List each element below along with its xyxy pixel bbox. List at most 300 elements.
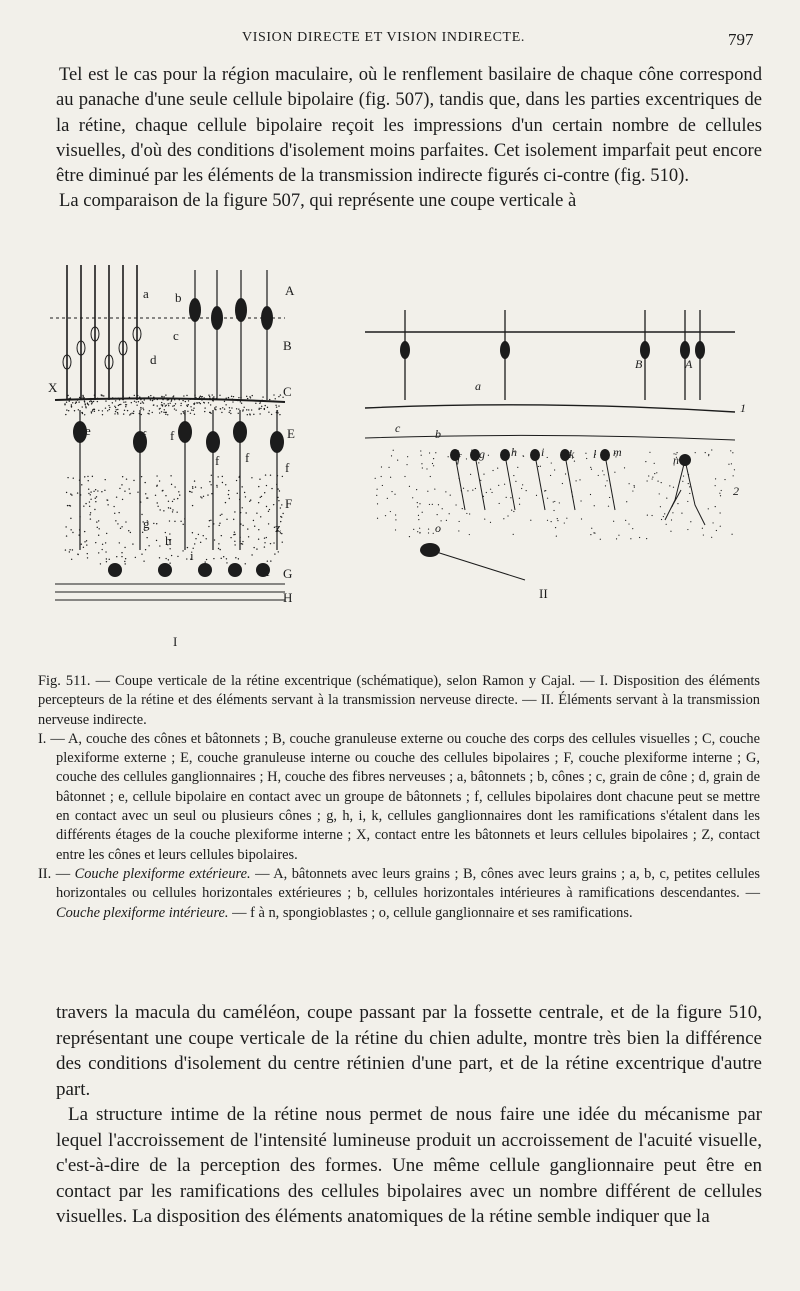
panel-II-stipple (385, 515, 386, 516)
panel-II-stipple (507, 515, 508, 516)
panel-II-stipple (553, 510, 554, 511)
stipple-dot (245, 512, 246, 513)
stipple-dot (177, 556, 178, 557)
panel-II-stipple (664, 513, 665, 514)
stipple-dot (165, 414, 166, 415)
panel-II-stipple (499, 503, 500, 504)
panel-I-drawing (48, 265, 295, 605)
stipple-dot (105, 542, 106, 543)
stipple-dot (275, 398, 276, 399)
stipple-dot (273, 542, 274, 543)
panel-II-stipple (513, 534, 514, 535)
caption-II-outer-layer: Couche plexiforme extérieure. (74, 865, 251, 882)
stipple-dot (116, 409, 117, 410)
stipple-dot (71, 406, 72, 407)
stipple-dot (192, 488, 193, 489)
stipple-dot (182, 550, 183, 551)
stipple-dot (102, 410, 103, 411)
stipple-dot (89, 506, 90, 507)
stipple-dot (281, 533, 282, 534)
panel-II-stipple (519, 498, 520, 499)
stipple-dot (122, 476, 123, 477)
stipple-dot (281, 504, 282, 505)
panel-II-stipple (670, 531, 671, 532)
stipple-dot (177, 498, 178, 499)
stipple-dot (253, 520, 254, 521)
stipple-dot (126, 478, 127, 479)
panel-II-stipple (466, 513, 467, 514)
stipple-dot (105, 400, 106, 401)
panel-II-stipple (432, 504, 433, 505)
stipple-dot (174, 521, 175, 522)
panel-II-stipple (395, 514, 396, 515)
stipple-dot (235, 557, 236, 558)
stipple-dot (102, 414, 103, 415)
panel-II-stipple (608, 506, 609, 507)
spongioblast-process (605, 455, 615, 510)
panel-II-stipple (510, 497, 511, 498)
stipple-dot (261, 406, 262, 407)
panel-II-stipple (426, 468, 427, 469)
stipple-dot (210, 520, 211, 521)
stipple-dot (225, 484, 226, 485)
stipple-dot (182, 524, 183, 525)
stipple-dot (153, 523, 154, 524)
panel-II-stipple (624, 467, 625, 468)
stipple-dot (225, 404, 226, 405)
stipple-dot (172, 396, 173, 397)
panel-II-stipple (540, 466, 541, 467)
panel-I-letter: h (165, 533, 172, 548)
stipple-dot (248, 409, 249, 410)
stipple-dot (278, 551, 279, 552)
panel-II-stipple (417, 502, 418, 503)
stipple-dot (180, 521, 181, 522)
stipple-dot (141, 414, 142, 415)
stipple-dot (215, 406, 216, 407)
panel-II-stipple (413, 529, 414, 530)
panel-II-stipple (419, 503, 420, 504)
stipple-dot (88, 493, 89, 494)
cone-body (211, 306, 223, 330)
panel-II-stipple (446, 520, 447, 521)
panel-I-letter: d (150, 352, 157, 367)
panel-II-stipple (688, 483, 689, 484)
stipple-dot (92, 476, 93, 477)
panel-II-stipple (720, 512, 721, 513)
stipple-dot (106, 499, 107, 500)
stipple-dot (143, 409, 144, 410)
panel-II-stipple (719, 493, 720, 494)
panel-II-stipple (731, 534, 732, 535)
panel-II-stipple (661, 519, 662, 520)
stipple-dot (129, 414, 130, 415)
panel-II-stipple (648, 475, 649, 476)
panel-II-stipple (455, 504, 456, 505)
panel-II-stipple (580, 500, 581, 501)
stipple-dot (119, 542, 120, 543)
stipple-dot (169, 562, 170, 563)
stipple-dot (86, 544, 87, 545)
panel-II-stipple (579, 479, 580, 480)
stipple-dot (226, 558, 227, 559)
stipple-dot (218, 548, 219, 549)
panel-II-stipple (419, 528, 420, 529)
spongioblast-process (535, 455, 545, 510)
panel-II-stipple (483, 473, 484, 474)
panel-II-stipple (497, 468, 498, 469)
panel-II-stipple (417, 506, 418, 507)
stipple-dot (66, 409, 67, 410)
panel-II-stipple (647, 480, 648, 481)
panel-II-stipple (536, 495, 537, 496)
panel-II-stipple (404, 476, 405, 477)
stipple-dot (204, 402, 205, 403)
panel-II-stipple (681, 513, 682, 514)
stipple-dot (167, 414, 168, 415)
panel-II-cell-body (400, 341, 410, 359)
stipple-dot (161, 402, 162, 403)
stipple-dot (247, 414, 248, 415)
panel-II-stipple (397, 459, 398, 460)
panel-I-letter: i (190, 548, 194, 563)
stipple-dot (228, 494, 229, 495)
panel-II-stipple (470, 474, 471, 475)
stipple-dot (101, 549, 102, 550)
stipple-dot (242, 541, 243, 542)
stipple-dot (87, 553, 88, 554)
stipple-dot (273, 504, 274, 505)
stipple-dot (214, 408, 215, 409)
stipple-dot (217, 476, 218, 477)
stipple-dot (209, 520, 210, 521)
panel-II-stipple (605, 485, 606, 486)
stipple-dot (120, 404, 121, 405)
stipple-dot (87, 476, 88, 477)
panel-II-stipple (377, 518, 378, 519)
stipple-dot (69, 400, 70, 401)
stipple-dot (69, 549, 70, 550)
stipple-dot (156, 475, 157, 476)
stipple-dot (131, 402, 132, 403)
panel-II-stipple (677, 503, 678, 504)
stipple-dot (216, 485, 217, 486)
panel-II-stipple (488, 455, 489, 456)
stipple-dot (161, 396, 162, 397)
stipple-dot (253, 547, 254, 548)
panel-II-stipple (416, 489, 417, 490)
stipple-dot (174, 408, 175, 409)
stipple-dot (251, 554, 252, 555)
stipple-dot (214, 539, 215, 540)
stipple-dot (180, 413, 181, 414)
stipple-dot (136, 401, 137, 402)
stipple-dot (95, 489, 96, 490)
panel-I-letter: f (285, 460, 290, 475)
panel-I-letter: f (142, 428, 147, 443)
panel-II-stipple (547, 498, 548, 499)
panel-II-stipple (656, 472, 657, 473)
stipple-dot (77, 553, 78, 554)
panel-II-stipple (600, 539, 601, 540)
panel-II-letter: o (435, 521, 441, 535)
stipple-dot (132, 543, 133, 544)
caption-II-end: — f à n, spongioblastes ; o, cellule ganglionnaire et ses ramifications. (228, 904, 633, 921)
panel-II-stipple (626, 501, 627, 502)
panel-II-stipple (526, 490, 527, 491)
panel-II-stipple (491, 492, 492, 493)
stipple-dot (223, 556, 224, 557)
running-header (0, 26, 800, 50)
stipple-dot (64, 403, 65, 404)
stipple-dot (230, 413, 231, 414)
stipple-dot (179, 494, 180, 495)
stipple-dot (205, 538, 206, 539)
stipple-dot (189, 491, 190, 492)
panel-II-stipple (463, 488, 464, 489)
panel-II-stipple (618, 535, 619, 536)
panel-II-stipple (428, 528, 429, 529)
stipple-dot (258, 529, 259, 530)
stipple-dot (219, 549, 220, 550)
stipple-dot (89, 401, 90, 402)
panel-II-stipple (521, 488, 522, 489)
stipple-dot (161, 411, 162, 412)
stipple-dot (149, 410, 150, 411)
stipple-dot (89, 501, 90, 502)
running-title: VISION DIRECTE ET VISION INDIRECTE. (242, 30, 525, 45)
stipple-dot (203, 535, 204, 536)
panel-II-letter: 2 (733, 484, 739, 498)
stipple-dot (221, 514, 222, 515)
stipple-dot (172, 509, 173, 510)
stipple-dot (198, 534, 199, 535)
panel-II-stipple (689, 493, 690, 494)
panel-II-stipple (711, 537, 712, 538)
stipple-dot (121, 526, 122, 527)
stipple-dot (209, 396, 210, 397)
stipple-dot (256, 513, 257, 514)
panel-II-stipple (484, 518, 485, 519)
stipple-dot (229, 412, 230, 413)
panel-II-stipple (634, 487, 635, 488)
panel-II-stipple (669, 485, 670, 486)
panel-II-stipple (562, 483, 563, 484)
panel-II-stipple (492, 470, 493, 471)
panel-II-stipple (522, 484, 523, 485)
panel-II-stipple (687, 501, 688, 502)
panel-II-stipple (661, 482, 662, 483)
panel-II-stipple (660, 506, 661, 507)
stipple-dot (161, 404, 162, 405)
stipple-dot (221, 535, 222, 536)
panel-II-stipple (566, 518, 567, 519)
stipple-dot (276, 406, 277, 407)
stipple-dot (147, 497, 148, 498)
panel-II-stipple (614, 472, 615, 473)
panel-II-stipple (672, 512, 673, 513)
panel-II-stipple (689, 486, 690, 487)
stipple-dot (279, 414, 280, 415)
stipple-dot (256, 548, 257, 549)
panel-II-stipple (448, 456, 449, 457)
panel-II-stipple (406, 464, 407, 465)
panel-II-stipple (442, 508, 443, 509)
stipple-dot (169, 548, 170, 549)
stipple-dot (192, 486, 193, 487)
stipple-dot (273, 394, 274, 395)
stipple-dot (117, 523, 118, 524)
panel-II-inner-line (365, 435, 735, 440)
stipple-dot (92, 410, 93, 411)
panel-I-letter: B (283, 338, 292, 353)
panel-II-stipple (486, 492, 487, 493)
stipple-dot (244, 492, 245, 493)
panel-II-stipple (469, 534, 470, 535)
stipple-dot (86, 540, 87, 541)
panel-I-letter: F (285, 496, 293, 511)
stipple-dot (175, 409, 176, 410)
stipple-dot (170, 475, 171, 476)
panel-II-stipple (390, 477, 391, 478)
stipple-dot (243, 407, 244, 408)
stipple-dot (123, 413, 124, 414)
stipple-dot (124, 410, 125, 411)
panel-II-stipple (629, 483, 630, 484)
stipple-dot (261, 496, 262, 497)
stipple-dot (96, 496, 97, 497)
stipple-dot (192, 532, 193, 533)
stipple-dot (84, 414, 85, 415)
stipple-dot (115, 407, 116, 408)
stipple-dot (114, 513, 115, 514)
stipple-dot (191, 409, 192, 410)
stipple-dot (222, 407, 223, 408)
panel-II-stipple (606, 480, 607, 481)
panel-I-letter: j (235, 560, 239, 575)
stipple-dot (236, 480, 237, 481)
stipple-dot (201, 487, 202, 488)
panel-II-stipple (407, 456, 408, 457)
stipple-dot (145, 549, 146, 550)
stipple-dot (222, 476, 223, 477)
stipple-dot (225, 502, 226, 503)
stipple-dot (196, 402, 197, 403)
panel-II-stipple (591, 469, 592, 470)
panel-II-stipple (634, 485, 635, 486)
panel-II-stipple (731, 463, 732, 464)
stipple-dot (172, 511, 173, 512)
panel-II-stipple (390, 511, 391, 512)
retina-figure (45, 250, 765, 670)
stipple-dot (127, 410, 128, 411)
stipple-dot (106, 561, 107, 562)
stipple-dot (203, 496, 204, 497)
stipple-dot (159, 545, 160, 546)
stipple-dot (201, 497, 202, 498)
spongioblast-process (475, 455, 485, 510)
stipple-dot (85, 503, 86, 504)
stipple-dot (166, 405, 167, 406)
panel-II-stipple (467, 490, 468, 491)
stipple-dot (253, 414, 254, 415)
stipple-dot (275, 405, 276, 406)
stipple-dot (168, 501, 169, 502)
stipple-dot (70, 493, 71, 494)
stipple-dot (84, 476, 85, 477)
stipple-dot (92, 402, 93, 403)
panel-II-stipple (538, 466, 539, 467)
stipple-dot (265, 474, 266, 475)
stipple-dot (173, 499, 174, 500)
stipple-dot (234, 511, 235, 512)
stipple-dot (71, 404, 72, 405)
ganglion-cell (108, 563, 122, 577)
stipple-dot (106, 533, 107, 534)
stipple-dot (152, 412, 153, 413)
stipple-dot (133, 411, 134, 412)
stipple-dot (140, 403, 141, 404)
panel-II-stipple (551, 521, 552, 522)
stipple-dot (213, 558, 214, 559)
stipple-dot (207, 494, 208, 495)
stipple-dot (241, 403, 242, 404)
stipple-dot (233, 519, 234, 520)
stipple-dot (70, 529, 71, 530)
stipple-dot (82, 406, 83, 407)
stipple-dot (208, 526, 209, 527)
stipple-dot (264, 409, 265, 410)
stipple-dot (76, 401, 77, 402)
stipple-dot (259, 403, 260, 404)
stipple-dot (270, 475, 271, 476)
panel-I-letter: z (275, 520, 281, 535)
stipple-dot (102, 544, 103, 545)
stipple-dot (70, 518, 71, 519)
stipple-dot (193, 408, 194, 409)
stipple-dot (281, 516, 282, 517)
panel-I-letter: g (143, 516, 150, 531)
stipple-dot (89, 514, 90, 515)
panel-II-stipple (515, 481, 516, 482)
stipple-dot (254, 526, 255, 527)
panel-II-stipple (530, 520, 531, 521)
stipple-dot (210, 404, 211, 405)
stipple-dot (125, 521, 126, 522)
stipple-dot (125, 401, 126, 402)
panel-II-letter: h (511, 445, 517, 459)
panel-II-stipple (724, 479, 725, 480)
stipple-dot (245, 563, 246, 564)
stipple-dot (175, 403, 176, 404)
panel-II-stipple (590, 467, 591, 468)
stipple-dot (264, 542, 265, 543)
panel-II-stipple (625, 520, 626, 521)
stipple-dot (148, 545, 149, 546)
panel-II-stipple (659, 493, 660, 494)
panel-I-letter: f (170, 428, 175, 443)
panel-II-stipple (517, 467, 518, 468)
panel-II-stipple (628, 523, 629, 524)
stipple-dot (65, 549, 66, 550)
stipple-dot (277, 488, 278, 489)
stipple-dot (124, 561, 125, 562)
panel-II-stipple (387, 498, 388, 499)
stipple-dot (155, 495, 156, 496)
panel-II-stipple (673, 487, 674, 488)
stipple-dot (258, 502, 259, 503)
stipple-dot (67, 505, 68, 506)
